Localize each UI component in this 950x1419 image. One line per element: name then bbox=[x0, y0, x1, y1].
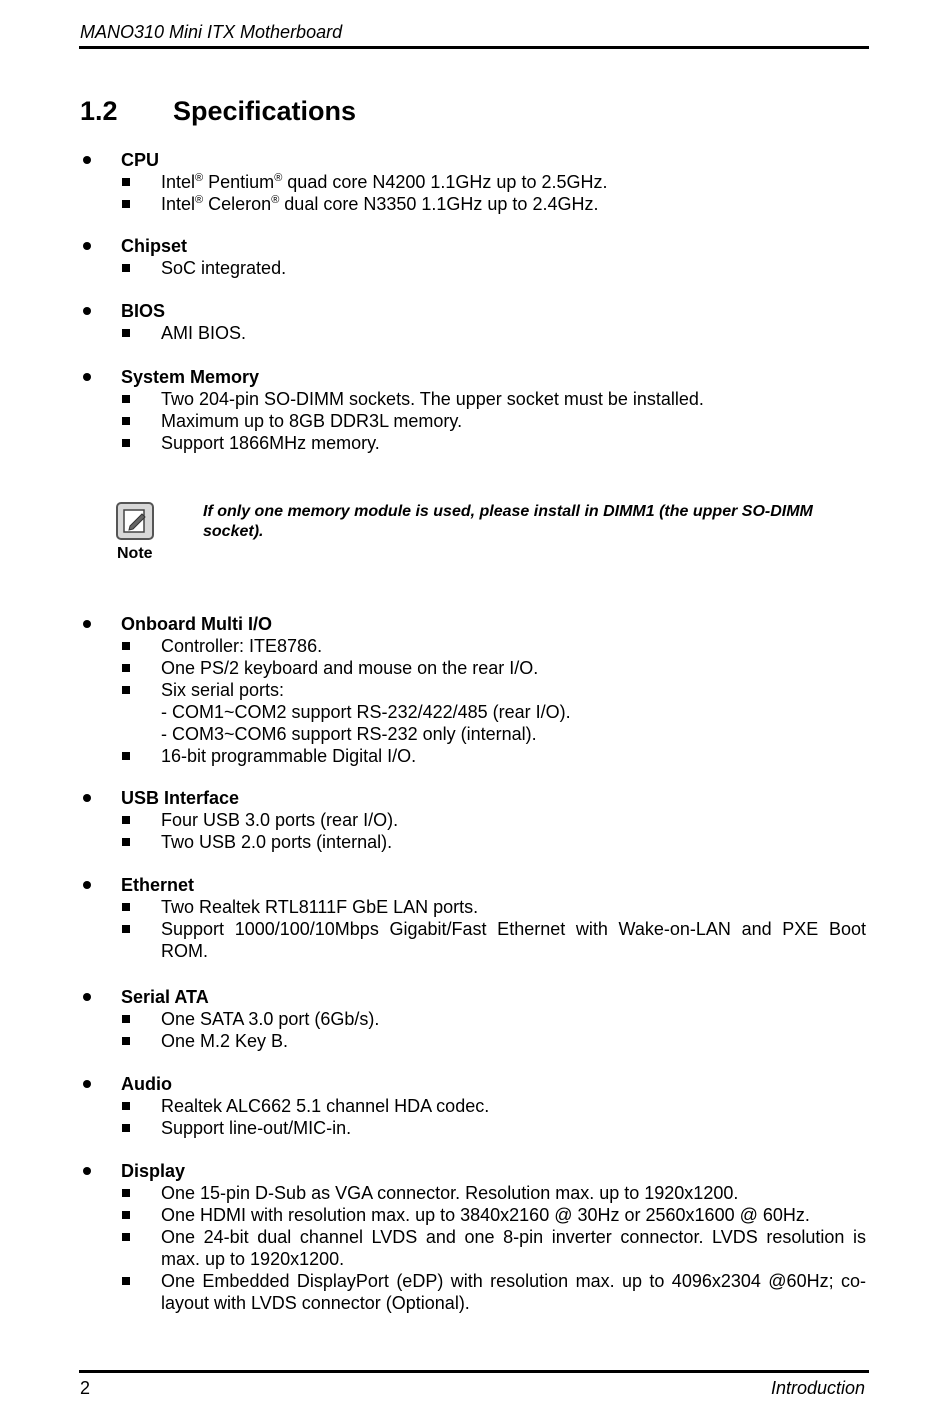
text: One 24-bit dual channel LVDS and one 8-pin inverter connector. LVDS resolution is max. up to 1920x1200. bbox=[161, 1227, 866, 1269]
category-heading bbox=[80, 300, 870, 322]
text: Pentium bbox=[203, 172, 275, 192]
bullet-icon bbox=[83, 242, 91, 250]
text: One 15-pin D-Sub as VGA connector. Resolution max. up to 1920x1200. bbox=[161, 1183, 739, 1203]
text: quad core N4200 1.1GHz up to 2.5GHz. bbox=[282, 172, 608, 192]
square-bullet-icon bbox=[122, 329, 130, 337]
category-label: Chipset bbox=[121, 236, 188, 256]
category-heading bbox=[80, 149, 870, 171]
spec-item bbox=[80, 322, 870, 344]
category-label: BIOS bbox=[121, 301, 166, 321]
spec-item bbox=[80, 1204, 870, 1226]
bullet-icon bbox=[83, 373, 91, 381]
category-heading bbox=[80, 235, 870, 257]
text: dual core N3350 1.1GHz up to 2.4GHz. bbox=[279, 194, 599, 214]
page-number: 2 bbox=[80, 1378, 91, 1398]
registered-mark: ® bbox=[271, 194, 280, 206]
square-bullet-icon bbox=[122, 1102, 130, 1110]
bullet-icon bbox=[83, 1167, 91, 1175]
text: SoC integrated. bbox=[161, 258, 287, 278]
category-label: Display bbox=[121, 1161, 186, 1181]
square-bullet-icon bbox=[122, 686, 130, 694]
square-bullet-icon bbox=[122, 903, 130, 911]
spec-item bbox=[80, 1270, 866, 1314]
spec-cpu bbox=[80, 149, 870, 215]
square-bullet-icon bbox=[122, 642, 130, 650]
note-text bbox=[203, 502, 863, 542]
text: Maximum up to 8GB DDR3L memory. bbox=[161, 411, 463, 431]
text: Two Realtek RTL8111F GbE LAN ports. bbox=[161, 897, 479, 917]
spec-item bbox=[80, 171, 870, 193]
text: One SATA 3.0 port (6Gb/s). bbox=[161, 1009, 380, 1029]
category-heading bbox=[80, 787, 870, 809]
note-line: socket). bbox=[203, 523, 264, 540]
spec-item bbox=[80, 831, 870, 853]
text: Intel bbox=[161, 194, 196, 214]
text: Two USB 2.0 ports (internal). bbox=[161, 832, 393, 852]
spec-item bbox=[80, 1117, 870, 1139]
text: AMI BIOS. bbox=[161, 323, 247, 343]
section-title: Specifications bbox=[173, 96, 357, 126]
spec-item bbox=[80, 918, 866, 962]
text: Two 204-pin SO-DIMM sockets. The upper socket must be installed. bbox=[161, 389, 704, 409]
category-label: CPU bbox=[121, 150, 160, 170]
square-bullet-icon bbox=[122, 417, 130, 425]
note-line: If only one memory module is used, please install in DIMM1 (the upper SO-DIMM bbox=[203, 503, 813, 520]
spec-item bbox=[80, 1008, 870, 1030]
category-label: Audio bbox=[121, 1074, 172, 1094]
square-bullet-icon bbox=[122, 1124, 130, 1132]
spec-item bbox=[80, 896, 870, 918]
text: Support 1866MHz memory. bbox=[161, 433, 380, 453]
category-heading bbox=[80, 613, 870, 635]
square-bullet-icon bbox=[122, 816, 130, 824]
spec-bios bbox=[80, 300, 870, 344]
spec-item bbox=[80, 388, 870, 410]
category-label: USB Interface bbox=[121, 788, 240, 808]
spec-item bbox=[80, 1226, 866, 1270]
square-bullet-icon bbox=[122, 264, 130, 272]
section-number: 1.2 bbox=[80, 96, 118, 126]
spec-display bbox=[80, 1160, 870, 1314]
bullet-icon bbox=[83, 156, 91, 164]
square-bullet-icon bbox=[122, 1211, 130, 1219]
note-icon bbox=[116, 502, 154, 540]
spec-item bbox=[80, 193, 870, 215]
header-rule bbox=[79, 46, 869, 49]
text: One M.2 Key B. bbox=[161, 1031, 289, 1051]
category-label: Onboard Multi I/O bbox=[121, 614, 272, 634]
sub-item: - COM1~COM2 support RS-232/422/485 (rear I/O). bbox=[161, 702, 571, 722]
bullet-icon bbox=[83, 307, 91, 315]
spec-item bbox=[80, 635, 870, 657]
square-bullet-icon bbox=[122, 178, 130, 186]
bullet-icon bbox=[83, 993, 91, 1001]
square-bullet-icon bbox=[122, 395, 130, 403]
square-bullet-icon bbox=[122, 1277, 130, 1285]
footer-rule bbox=[79, 1370, 869, 1373]
note-label: Note bbox=[117, 545, 153, 562]
spec-item bbox=[80, 1095, 870, 1117]
category-heading bbox=[80, 986, 870, 1008]
spec-item bbox=[80, 745, 870, 767]
square-bullet-icon bbox=[122, 838, 130, 846]
spec-item bbox=[80, 432, 870, 454]
category-label: Ethernet bbox=[121, 875, 195, 895]
square-bullet-icon bbox=[122, 1015, 130, 1023]
text: 16-bit programmable Digital I/O. bbox=[161, 746, 417, 766]
registered-mark: ® bbox=[195, 172, 204, 184]
running-header: MANO310 Mini ITX Motherboard bbox=[80, 22, 343, 42]
bullet-icon bbox=[83, 1080, 91, 1088]
text: Four USB 3.0 ports (rear I/O). bbox=[161, 810, 399, 830]
spec-item bbox=[80, 679, 870, 701]
registered-mark: ® bbox=[195, 194, 204, 206]
bullet-icon bbox=[83, 620, 91, 628]
spec-item bbox=[80, 809, 870, 831]
text: One HDMI with resolution max. up to 3840x2160 @ 30Hz or 2560x1600 @ 60Hz. bbox=[161, 1205, 810, 1225]
square-bullet-icon bbox=[122, 439, 130, 447]
text: Six serial ports: bbox=[161, 680, 285, 700]
section-heading bbox=[80, 96, 356, 127]
spec-chipset bbox=[80, 235, 870, 279]
chapter-name: Introduction bbox=[770, 1378, 865, 1398]
category-label: System Memory bbox=[121, 367, 260, 387]
text: Intel bbox=[161, 172, 196, 192]
text: Realtek ALC662 5.1 channel HDA codec. bbox=[161, 1096, 490, 1116]
text: Support 1000/100/10Mbps Gigabit/Fast Ethernet with Wake-on-LAN and PXE Boot ROM. bbox=[161, 919, 866, 961]
text: Support line-out/MIC-in. bbox=[161, 1118, 352, 1138]
bullet-icon bbox=[83, 794, 91, 802]
square-bullet-icon bbox=[122, 752, 130, 760]
text: Controller: ITE8786. bbox=[161, 636, 323, 656]
category-heading bbox=[80, 1073, 870, 1095]
spec-item bbox=[80, 1030, 870, 1052]
square-bullet-icon bbox=[122, 1233, 130, 1241]
square-bullet-icon bbox=[122, 1189, 130, 1197]
spec-ethernet bbox=[80, 874, 870, 962]
category-label: Serial ATA bbox=[121, 987, 209, 1007]
text: One PS/2 keyboard and mouse on the rear I/O. bbox=[161, 658, 539, 678]
spec-multi-io bbox=[80, 613, 870, 767]
spec-item bbox=[80, 410, 870, 432]
text: One Embedded DisplayPort (eDP) with resolution max. up to 4096x2304 @60Hz; co-layout with LVDS connector (Optional). bbox=[161, 1271, 866, 1313]
spec-audio bbox=[80, 1073, 870, 1139]
category-heading bbox=[80, 1160, 870, 1182]
spec-item bbox=[80, 1182, 870, 1204]
spec-memory bbox=[80, 366, 870, 454]
square-bullet-icon bbox=[122, 200, 130, 208]
text: Celeron bbox=[203, 194, 272, 214]
category-heading bbox=[80, 874, 870, 896]
square-bullet-icon bbox=[122, 664, 130, 672]
spec-item bbox=[80, 657, 870, 679]
category-heading bbox=[80, 366, 870, 388]
square-bullet-icon bbox=[122, 1037, 130, 1045]
square-bullet-icon bbox=[122, 925, 130, 933]
spec-usb bbox=[80, 787, 870, 853]
spec-item bbox=[80, 257, 870, 279]
registered-mark: ® bbox=[274, 172, 283, 184]
sub-item: - COM3~COM6 support RS-232 only (internal). bbox=[161, 724, 537, 744]
bullet-icon bbox=[83, 881, 91, 889]
spec-sata bbox=[80, 986, 870, 1052]
